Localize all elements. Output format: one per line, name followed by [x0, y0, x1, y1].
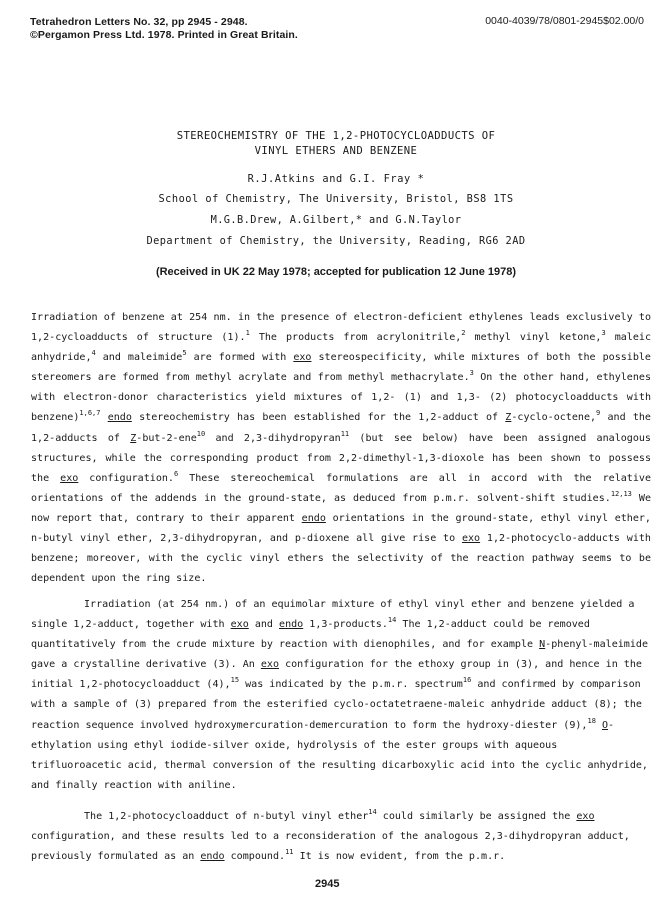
text: It is now evident, from the p.m.r. — [293, 851, 506, 863]
article-title — [0, 129, 672, 159]
authors-reading: M.G.B.Drew, A.Gilbert,* and G.N.Taylor — [210, 214, 462, 226]
underlined-term: exo — [461, 533, 481, 545]
text: maleic anhydride, — [31, 332, 652, 364]
reference: 11 — [340, 429, 350, 438]
text: are formed with — [186, 352, 294, 364]
title-line-2: VINYL ETHERS AND BENZENE — [254, 145, 418, 157]
text: The 1,2-adduct could be removed quantitatively from the crude mixture by reaction with dienophiles, and for example — [31, 619, 590, 651]
reference: 4 — [91, 349, 96, 358]
text: On the other hand, ethylenes with electron-donor characteristics yield mixtures of 1,2- (1) and 1,3- (2) photocycloadducts with benzene) — [31, 372, 651, 424]
text: and 2,3-dihydropyran — [205, 432, 341, 444]
underlined-term: endo — [107, 412, 132, 424]
text: -ethylation using ethyl iodide-silver oxide, hydrolysis of the ester groups with aqueous trifluoroacetic acid, thermal conversion of the resulting dicarboxylic acid into the cyclic anhydride, and finally reaction with aniline. — [31, 719, 648, 791]
text: compound. — [224, 851, 286, 863]
text: We now report that, contrary to their apparent — [31, 492, 651, 524]
underlined-term: exo — [260, 659, 280, 671]
title-line-1: STEREOCHEMISTRY OF THE 1,2-PHOTOCYCLOADDUCTS OF — [176, 130, 496, 142]
reference: 3 — [469, 369, 474, 378]
text: stereospecificity, while mixtures of both the possible stereomers are formed from methyl acrylate and from methyl methacrylate. — [31, 352, 651, 384]
journal-citation — [30, 16, 298, 42]
text: These stereochemical formulations are all in accord with the relative orientations of the addends in the ground-state, as deduced from p.m.r. solvent-shift studies. — [31, 472, 651, 504]
underlined-term: exo — [576, 811, 595, 822]
underlined-term: Z — [130, 432, 137, 444]
text: Irradiation of benzene at 254 nm. in the presence of electron-deficient ethylenes leads exclusively to 1,2-cycloadducts of structure (1). — [31, 312, 651, 344]
text: and maleimide — [95, 352, 183, 364]
reference: 14 — [387, 616, 397, 625]
affiliation-reading: Department of Chemistry, the University, Reading, RG6 2AD — [146, 235, 526, 247]
underlined-term: endo — [279, 619, 304, 631]
reference: 1,6,7 — [79, 409, 101, 418]
text: and confirmed by comparison with a sample of (3) prepared from the esterified cyclo-octatetraene-maleic anhydride adduct (8); the reaction sequence involved hydroxymercuration-demercuration to form the hydroxy-diester (9), — [31, 679, 642, 731]
text: configuration for the ethoxy group in (3), and hence in the initial 1,2-photocycloadduct (4), — [31, 659, 642, 691]
underlined-term: O — [601, 719, 609, 731]
text: configuration, and these results led to a reconsideration of the analogous 2,3-dihydropyran adduct, previously formulated as an — [31, 831, 630, 863]
article-code: 0040-4039/78/0801-2945$02.00/0 — [485, 15, 644, 27]
page-number: 2945 — [315, 878, 340, 890]
publisher-line: ©Pergamon Press Ltd. 1978. Printed in Great Britain. — [30, 29, 298, 41]
paragraph-1 — [31, 308, 651, 589]
reference: 3 — [601, 329, 606, 338]
underlined-term: N — [539, 639, 546, 651]
paragraph-3 — [31, 807, 651, 867]
text: (but see below) have been assigned analogous structures, while the corresponding product from 2,2-dimethyl-1,3-dioxole has been shown to possess the — [31, 432, 651, 484]
text: and — [248, 619, 280, 631]
reference: 1 — [245, 329, 250, 338]
underlined-term: exo — [230, 619, 249, 631]
text — [100, 412, 107, 423]
text: methyl vinyl ketone, — [465, 332, 602, 344]
underlined-term: endo — [200, 851, 225, 863]
underlined-term: endo — [301, 512, 326, 524]
reference: 11 — [285, 848, 294, 857]
journal-line: Tetrahedron Letters No. 32, pp 2945 - 2948. — [30, 16, 248, 28]
underlined-term: Z — [505, 412, 512, 424]
reference: 12,13 — [610, 489, 632, 498]
reference: 2 — [461, 329, 466, 338]
text: The 1,2-photocycloadduct of n-butyl vinyl ether — [84, 811, 369, 822]
reference: 6 — [173, 469, 179, 478]
text: -phenyl-maleimide gave a crystalline derivative (3). An — [31, 639, 649, 671]
paragraph-2 — [31, 595, 651, 796]
text: 1,2-photocyclo-adducts with benzene; moreover, with the cyclic vinyl ethers the selectivity of the reaction pathway seems to be dependent upon the ring size. — [31, 533, 651, 585]
reference: 16 — [462, 676, 472, 685]
reference: 14 — [368, 808, 377, 816]
text: was indicated by the p.m.r. spectrum — [239, 679, 463, 691]
text: orientations in the ground-state, ethyl vinyl ether, n-butyl vinyl ether, 2,3-dihydropyran, and p-dioxene all give rise to — [31, 512, 651, 545]
text: 1,3-products. — [303, 619, 388, 631]
affiliation-bristol: School of Chemistry, The University, Bristol, BS8 1TS — [158, 193, 514, 205]
reference: 10 — [196, 429, 206, 438]
text: configuration. — [78, 472, 174, 484]
text: -cyclo-octene, — [511, 412, 597, 424]
received-date: (Received in UK 22 May 1978; accepted for publication 12 June 1978) — [155, 266, 517, 278]
text: The products from acrylonitrile, — [249, 332, 462, 344]
authors-bristol: R.J.Atkins and G.I. Fray * — [247, 173, 425, 185]
text: and the 1,2-adducts of — [31, 412, 651, 444]
text: could similarly be assigned the — [376, 811, 577, 822]
text: -but-2-ene — [136, 432, 197, 444]
text: Irradiation (at 254 nm.) of an equimolar mixture of ethyl vinyl ether and benzene yielded a single 1,2-adduct, together with — [31, 599, 635, 631]
underlined-term: exo — [60, 472, 79, 484]
reference: 18 — [587, 716, 596, 725]
reference: 5 — [182, 349, 187, 358]
reference: 15 — [230, 676, 240, 685]
underlined-term: exo — [293, 352, 312, 364]
text: stereochemistry has been established for the 1,2-adduct of — [131, 412, 506, 424]
reference: 9 — [596, 409, 601, 418]
